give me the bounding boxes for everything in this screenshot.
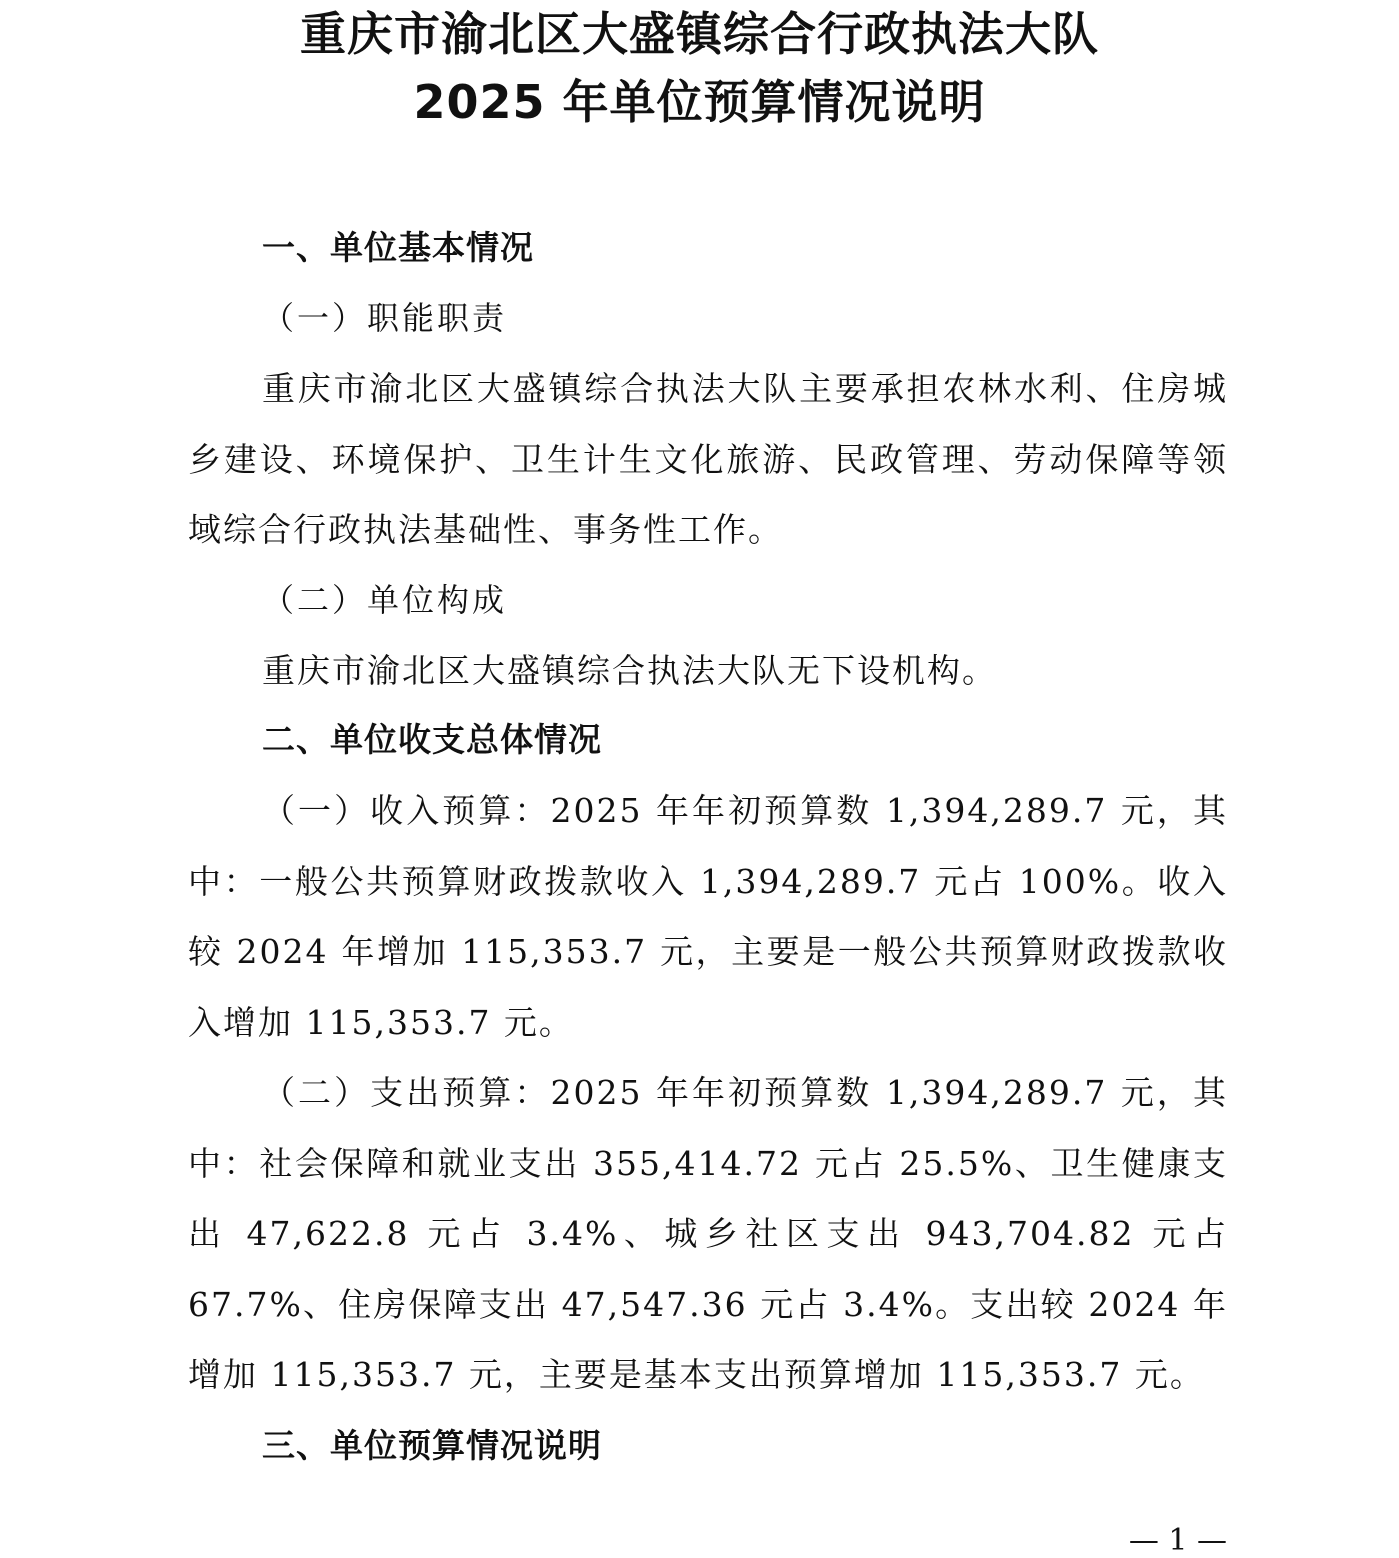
page-number: — 1 — [1128, 1523, 1227, 1558]
section1-heading: 一、单位基本情况 [262, 228, 534, 267]
section2-expense-text: （二）支出预算：2025 年年初预算数 1,394,289.7 元，其中：社会保障和就业支出 355,414.72 元占 25.5%、卫生健康支出 47,622.8 元占 3.4%、城乡社区支出 943,704.82 元占 67.7%、住房保障支出 47,547.36 元占 3.4%。支出较 2024 年增加 115,353.7 元，主要是基本支出预算增加 115,353.7 元。 [188, 1073, 1228, 1394]
section1-sub1-text: 重庆市渝北区大盛镇综合执法大队主要承担农林水利、住房城乡建设、环境保护、卫生计生文化旅游、民政管理、劳动保障等领域综合行政执法基础性、事务性工作。 [188, 369, 1228, 549]
section1-sub2-heading: （二）单位构成 [262, 581, 508, 619]
section1-sub1-heading: （一）职能职责 [262, 299, 508, 337]
document-title-line1: 重庆市渝北区大盛镇综合行政执法大队 [300, 7, 1099, 61]
document-title-line2: 2025 年单位预算情况说明 [413, 75, 986, 129]
section2-heading: 二、单位收支总体情况 [262, 720, 602, 759]
section3-heading: 三、单位预算情况说明 [262, 1426, 602, 1465]
section1-sub2-text: 重庆市渝北区大盛镇综合执法大队无下设机构。 [262, 651, 997, 690]
section2-income-text: （一）收入预算：2025 年年初预算数 1,394,289.7 元，其中：一般公共预算财政拨款收入 1,394,289.7 元占 100%。收入较 2024 年增加 115,353.7 元，主要是一般公共预算财政拨款收入增加 115,353.7 元。 [188, 791, 1228, 1042]
